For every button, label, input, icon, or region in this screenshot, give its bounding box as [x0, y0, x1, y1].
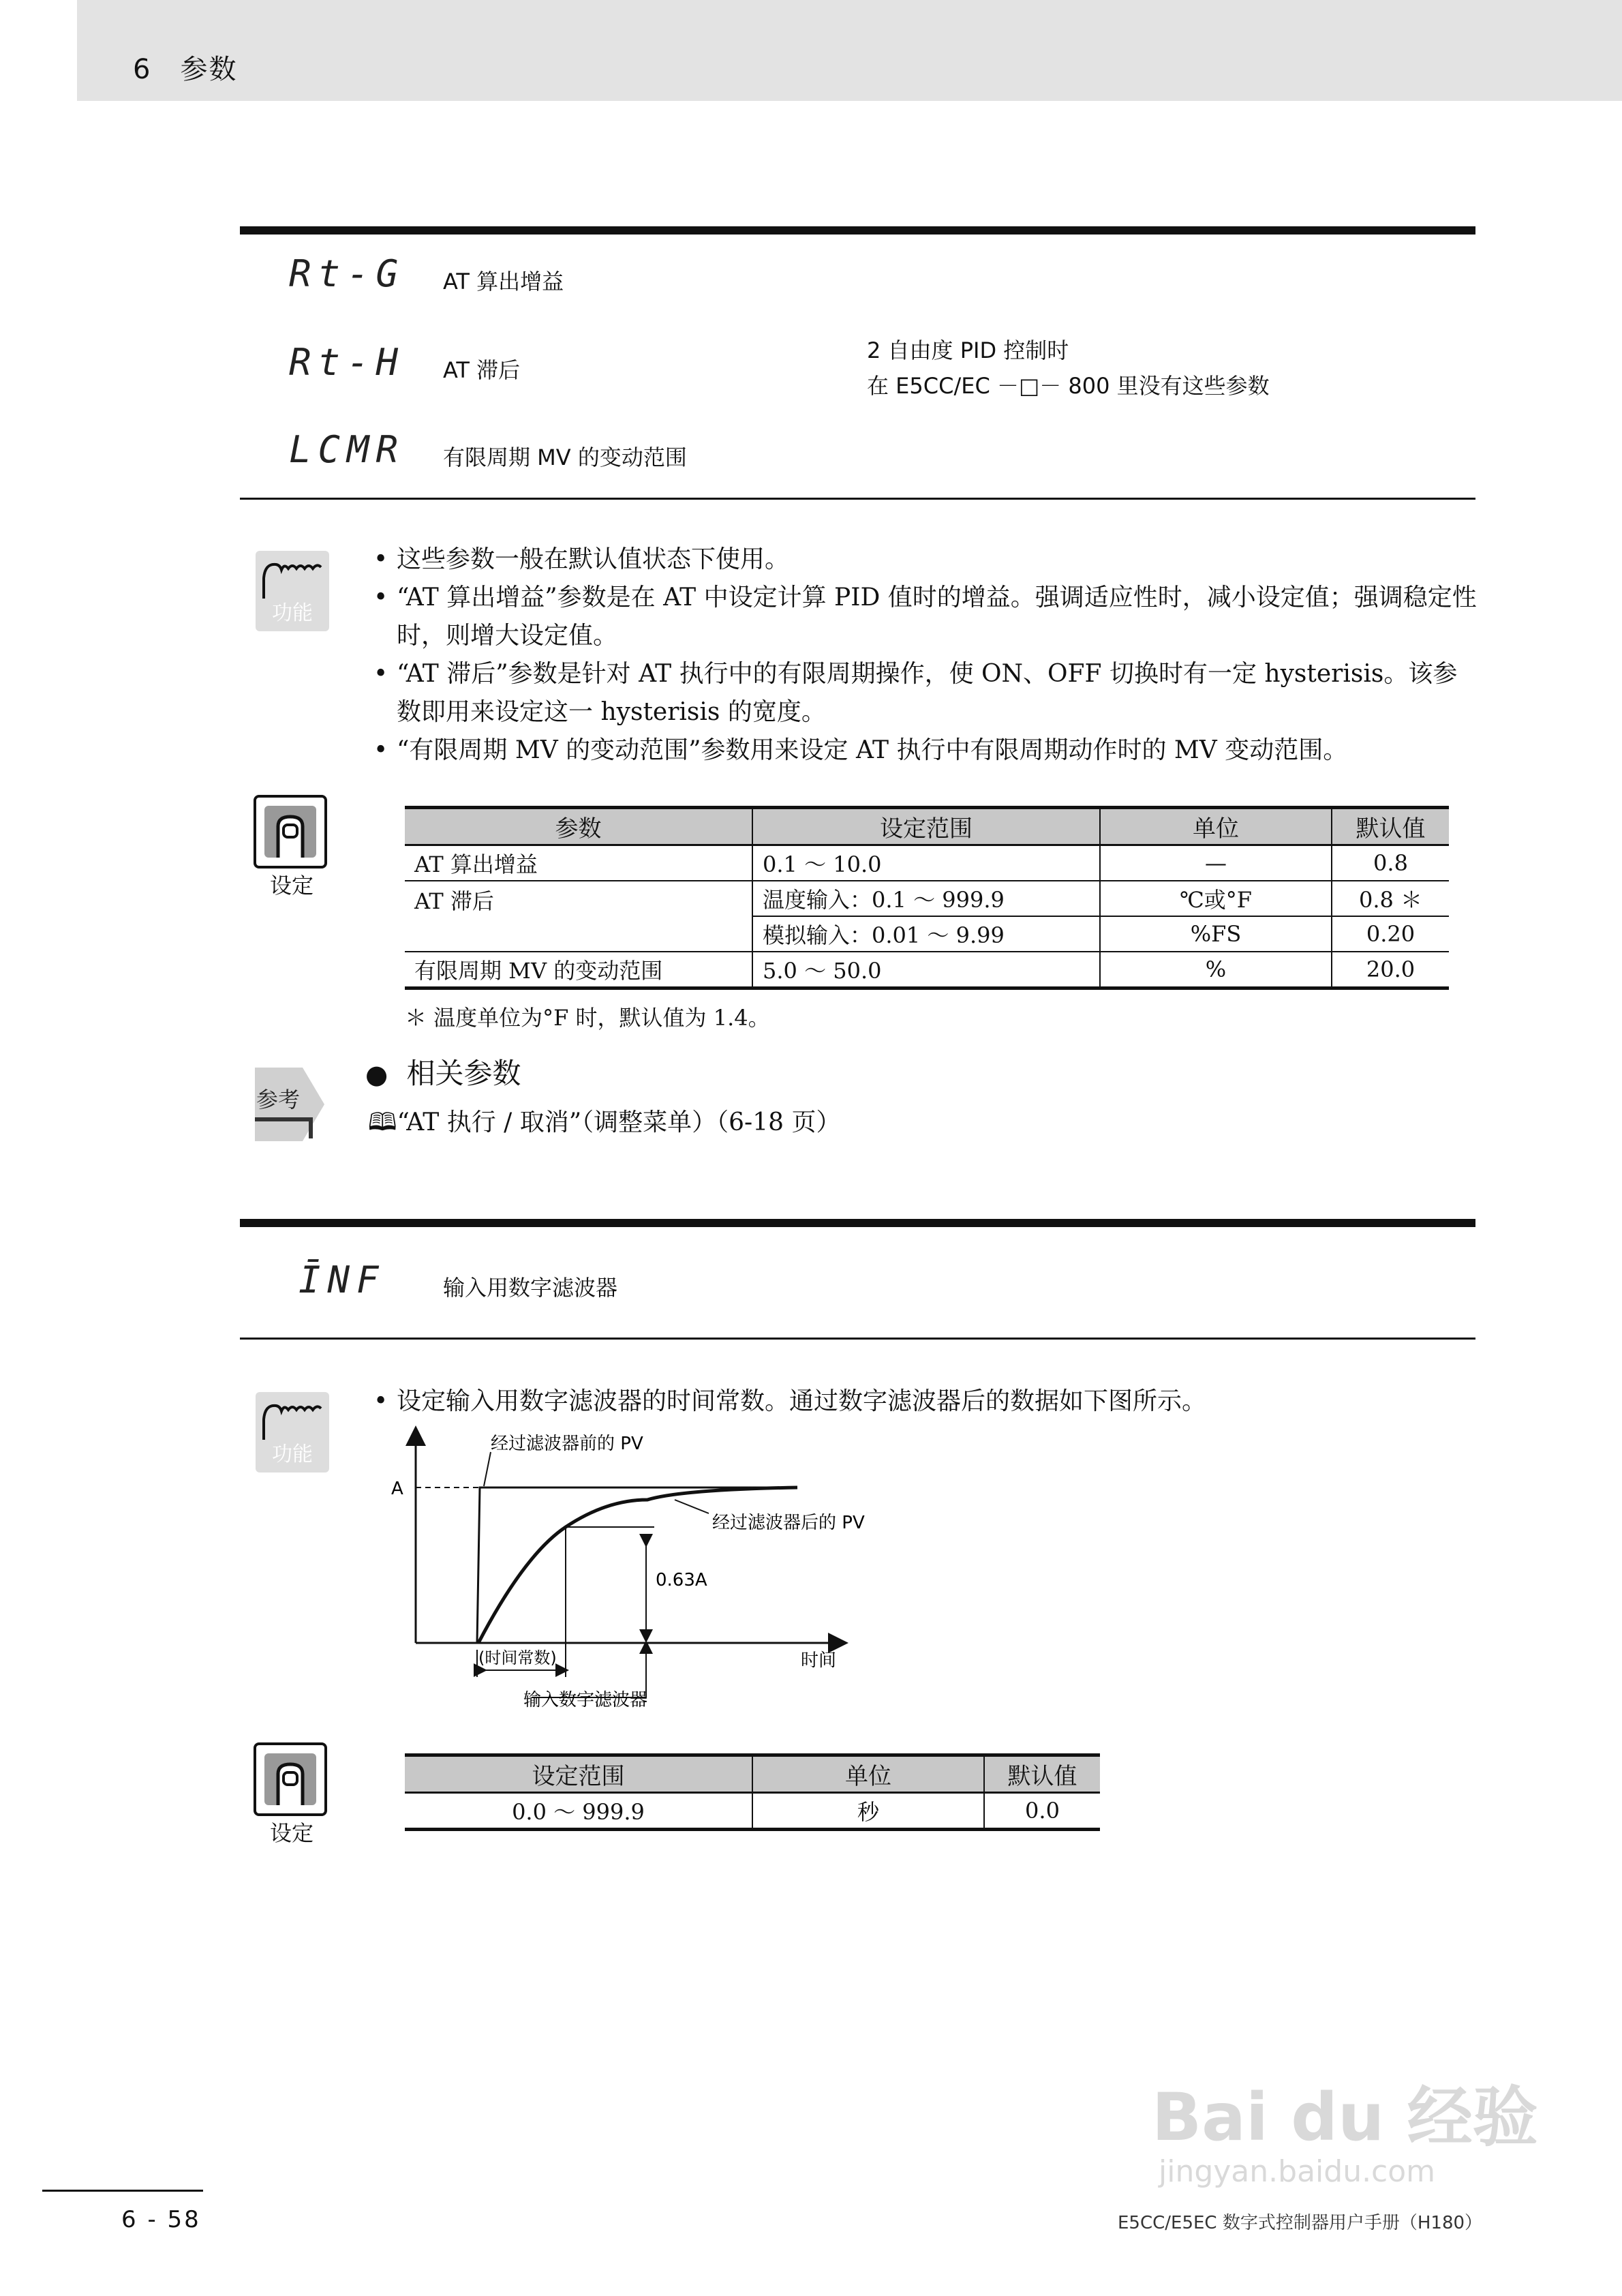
- param-note-line2: 在 E5CC/EC －□－ 800 里没有这些参数: [867, 373, 1270, 399]
- label-a: A: [391, 1479, 403, 1499]
- book-icon: 🕮: [368, 1108, 397, 1136]
- label-filter: 输入数字滤波器: [523, 1690, 648, 1710]
- table-cell: 模拟输入：0.01 ～ 9.99: [752, 916, 1100, 952]
- watermark-url: jingyan.baidu.com: [1159, 2154, 1436, 2189]
- label-063a: 0.63A: [656, 1570, 707, 1590]
- param-name-at-g: AT 算出增益: [443, 269, 564, 294]
- label-time-constant: (时间常数): [478, 1648, 557, 1667]
- table-cell: 0.0: [984, 1793, 1100, 1830]
- bullet-item: • 这些参数一般在默认值状态下使用。: [373, 541, 1478, 579]
- param-code-lcma: LCMR: [289, 428, 406, 471]
- function-icon-label: 功能: [272, 1442, 313, 1466]
- section-top-rule: [240, 226, 1475, 235]
- bullet-item: • 设定输入用数字滤波器的时间常数。通过数字滤波器后的数据如下图所示。: [373, 1383, 1478, 1421]
- bullet-item: • “AT 滞后”参数是针对 AT 执行中的有限周期操作，使 ON、OFF 切换时有一定 hysterisis。该参数即用来设定这一 hysterisis 的宽度。: [373, 655, 1478, 731]
- table-header: 设定范围: [405, 1755, 752, 1793]
- label-after: 经过滤波器后的 PV: [712, 1513, 865, 1533]
- chapter-title: 6 参数: [133, 54, 238, 85]
- table-cell: 0.8 ＊: [1332, 881, 1449, 916]
- finger-press-icon: [254, 1742, 327, 1816]
- param-note-line1: 2 自由度 PID 控制时: [867, 337, 1069, 363]
- table-cell: AT 算出增益: [405, 845, 752, 881]
- header-band: [77, 0, 1622, 101]
- table-cell: 0.8: [1332, 845, 1449, 881]
- table-row: [405, 845, 1449, 881]
- table-cell: 5.0 ～ 50.0: [752, 952, 1100, 988]
- section2-top-rule: [240, 1219, 1475, 1227]
- table-cell: %FS: [1100, 916, 1332, 952]
- pv-after-curve: [478, 1487, 797, 1643]
- table-header: 默认值: [1332, 808, 1449, 845]
- filter-table: [405, 1753, 1100, 1831]
- param-name-cnf: 输入用数字滤波器: [443, 1275, 618, 1301]
- table-header: 设定范围: [752, 808, 1100, 845]
- function-icon: [256, 1392, 329, 1472]
- table-header: 单位: [1100, 808, 1332, 845]
- table-cell: —: [1100, 845, 1332, 881]
- param-table: [405, 806, 1449, 990]
- table-cell: 温度输入：0.1 ～ 999.9: [752, 881, 1100, 916]
- table-row: [405, 881, 1449, 916]
- bullet-item: • “AT 算出增益”参数是在 AT 中设定计算 PID 值时的增益。强调适应性时，减小设定值；强调稳定性时，则增大设定值。: [373, 579, 1478, 655]
- watermark-logo: Bai du 经验: [1152, 2079, 1538, 2156]
- footer-rule: [42, 2190, 203, 2192]
- before-leader: [484, 1452, 491, 1486]
- setting-icon: [254, 1742, 330, 1847]
- related-link-row[interactable]: [368, 1103, 840, 1146]
- table-cell: 0.1 ～ 10.0: [752, 845, 1100, 881]
- reference-icon-label: 参考: [256, 1087, 301, 1113]
- table-header-row: [405, 808, 1449, 845]
- setting-icon-label: 设定: [269, 1820, 313, 1846]
- table-header: 单位: [752, 1755, 984, 1793]
- footer-title: E5CC/E5EC 数字式控制器用户手册（H180）: [1118, 2213, 1483, 2233]
- section-bottom-rule: [240, 498, 1475, 500]
- table-cell: 有限周期 MV 的变动范围: [405, 952, 752, 988]
- param-code-cnf: ĪNF: [299, 1258, 386, 1301]
- table-cell: 秒: [752, 1793, 984, 1830]
- related-title: 相关参数: [406, 1057, 521, 1090]
- section2-bottom-rule: [240, 1338, 1475, 1340]
- related-link[interactable]: “AT 执行 / 取消”（调整菜单）（6-18 页）: [397, 1108, 841, 1136]
- table-row: [405, 952, 1449, 988]
- table-row: [405, 1793, 1100, 1830]
- table-cell: %: [1100, 952, 1332, 988]
- param-note: [867, 333, 1270, 404]
- filter-diagram: [382, 1425, 872, 1732]
- function-icon-label: 功能: [272, 601, 313, 625]
- function-icon: [256, 551, 329, 631]
- param-name-lcma: 有限周期 MV 的变动范围: [443, 444, 687, 470]
- label-time: 时间: [801, 1650, 837, 1671]
- setting-icon: [254, 795, 330, 900]
- table-cell: 0.0 ～ 999.9: [405, 1793, 752, 1830]
- table-cell: ℃或°F: [1100, 881, 1332, 916]
- table-header-row: [405, 1755, 1100, 1793]
- param-name-at-h: AT 滞后: [443, 357, 521, 383]
- table-cell: 0.20: [1332, 916, 1449, 952]
- table-header: 默认值: [984, 1755, 1100, 1793]
- function-bullets-2: [373, 1383, 1478, 1421]
- param-code-at-h: Rt-H: [289, 341, 406, 384]
- page-number: 6 - 58: [121, 2206, 201, 2233]
- bullet-item: • “有限周期 MV 的变动范围”参数用来设定 AT 执行中有限周期动作时的 MV 变动范围。: [373, 731, 1478, 770]
- reference-icon: [254, 1057, 330, 1152]
- setting-icon-label: 设定: [269, 873, 313, 898]
- table-cell: 20.0: [1332, 952, 1449, 988]
- table-cell: AT 滞后: [405, 881, 752, 952]
- after-leader: [675, 1500, 709, 1513]
- param-code-at-g: Rt-G: [289, 252, 406, 295]
- table-header: 参数: [405, 808, 752, 845]
- related-heading: [365, 1051, 521, 1092]
- table-footnote: ＊ 温度单位为°F 时，默认值为 1.4。: [405, 1005, 770, 1031]
- finger-press-icon: [254, 795, 327, 868]
- function-bullets: [373, 541, 1478, 770]
- label-before: 经过滤波器前的 PV: [491, 1434, 643, 1454]
- bullet-circle-icon: ●: [365, 1059, 388, 1089]
